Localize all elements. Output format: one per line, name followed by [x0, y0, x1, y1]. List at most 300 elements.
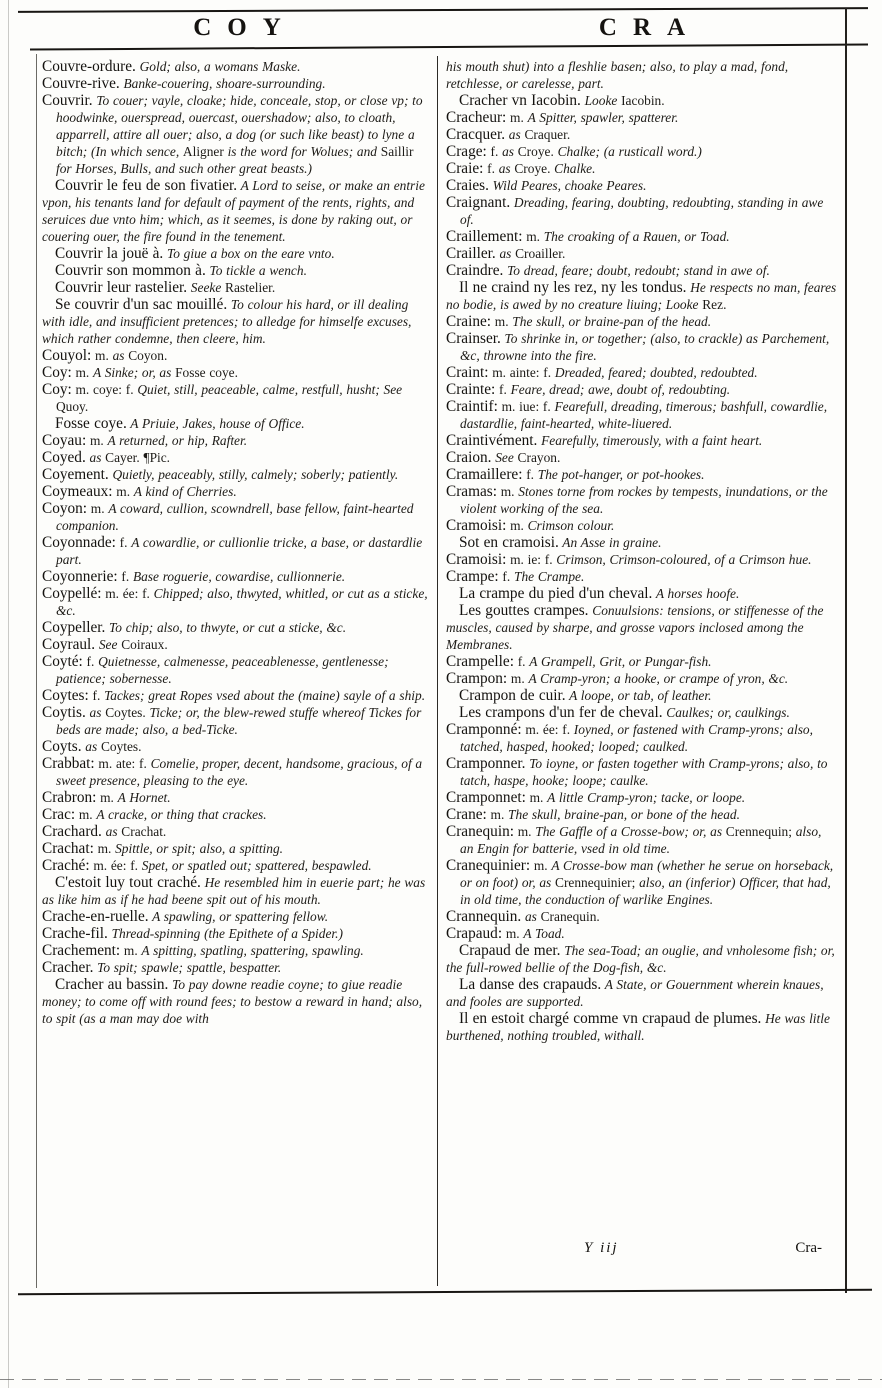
- entry-gloss-text: A State, or Gouernment wherein knaues, and fooles are supported.: [446, 977, 824, 1009]
- dictionary-entry: [446, 976, 838, 1010]
- entry-headword: Crachement:: [42, 942, 121, 959]
- entry-headword: Cramas:: [446, 483, 497, 500]
- entry-headword: Coy:: [42, 381, 72, 398]
- entry-roman-text: f.: [498, 569, 514, 584]
- dictionary-entry: [446, 126, 838, 143]
- entry-headword: Crampon de cuir.: [459, 687, 566, 704]
- entry-roman-text: f.: [522, 467, 538, 482]
- entry-roman-text: m.: [112, 484, 134, 499]
- entry-headword: Coytis.: [42, 704, 86, 721]
- entry-roman-text: Croye.: [517, 144, 554, 159]
- entry-headword: Cracheur:: [446, 109, 507, 126]
- entry-roman-text: m.: [93, 841, 116, 856]
- entry-gloss-text: A Grampell, Grit, or Pungar-fish.: [529, 654, 712, 669]
- dictionary-entry: [42, 687, 430, 704]
- entry-gloss-text: Comelie, proper, decent, handsome, gracious, of a sweet presence, pleasing to the eye.: [56, 756, 423, 788]
- entry-gloss-text: To dread, feare; doubt, redoubt; stand in awe of.: [503, 263, 770, 278]
- dictionary-entry: [446, 160, 838, 177]
- entry-headword: Crache-fil.: [42, 925, 108, 942]
- entry-roman-text: f.: [495, 382, 511, 397]
- left-frame-rule: [36, 54, 37, 1288]
- entry-headword: Sot en cramoisi.: [459, 534, 559, 551]
- entry-roman-text: m.: [86, 433, 108, 448]
- entry-roman-text: Craquer.: [524, 127, 571, 142]
- dictionary-entry: [42, 908, 430, 925]
- entry-headword: Crage:: [446, 143, 487, 160]
- entry-headword: Crac:: [42, 806, 76, 823]
- entry-headword: Craignant.: [446, 194, 511, 211]
- entry-gloss-text: The skull, braine-pan, or bone of the head.: [508, 807, 740, 822]
- entry-roman-text: Crennequin;: [725, 824, 792, 839]
- dictionary-entry: [446, 313, 838, 330]
- entry-headword: Cramponné:: [446, 721, 522, 738]
- dictionary-entry: [42, 823, 430, 840]
- entry-roman-text: m.: [530, 858, 552, 873]
- entry-gloss-text: A Hornet.: [117, 790, 171, 805]
- entry-gloss-text: as: [101, 824, 122, 839]
- entry-headword: Couvrir leur rastelier.: [55, 279, 188, 296]
- entry-gloss-text: Thread-spinning (the Epithete of a Spider.): [107, 926, 343, 941]
- dictionary-entry: [446, 432, 838, 449]
- entry-roman-text: Rastelier.: [225, 280, 276, 295]
- entry-gloss-text: The pot-hanger, or pot-hookes.: [537, 467, 705, 482]
- dictionary-entry: [446, 925, 838, 942]
- entry-headword: Craie:: [446, 160, 484, 177]
- entry-gloss-text: To couer; vayle, cloake; hide, conceale, stop, or close vp; to hoodwinke, ouerspread, ouercast, ouershadow; also, to cloath, apparrell, attire all ouer; also, a dog (or such like beast) to lyne a bitch; (In which sence,: [56, 93, 423, 159]
- entry-headword: Fosse coye.: [55, 415, 127, 432]
- entry-gloss-text: A Priuie, Jakes, house of Office.: [126, 416, 305, 431]
- dictionary-entry: [42, 942, 430, 959]
- dictionary-entry: [446, 466, 838, 483]
- catchword: Cra-: [795, 1240, 822, 1256]
- dictionary-entry: [42, 738, 430, 755]
- entry-roman-text: m. ie: f.: [506, 552, 557, 567]
- entry-headword: Cracher au bassin.: [55, 976, 169, 993]
- dictionary-entry: [446, 143, 838, 160]
- dictionary-entry: [42, 534, 430, 568]
- dictionary-entry: [42, 75, 430, 92]
- entry-gloss-text: Fearefully, timerously, with a faint heart.: [537, 433, 763, 448]
- entry-roman-text: m.: [491, 314, 513, 329]
- entry-gloss-text: To pay downe readie coyne; to giue readie money; to come off with round fees; to bestow a reward in hand; also, to spit (as a man may doe with: [42, 977, 423, 1026]
- entry-roman-text: Fosse coye.: [171, 365, 238, 380]
- entry-gloss-text: Crimson, Crimson-coloured, of a Crimson hue.: [556, 552, 812, 567]
- dictionary-entry: [446, 330, 838, 364]
- dictionary-entry: [42, 347, 430, 364]
- entry-roman-text: m. ainte: f.: [488, 365, 555, 380]
- dictionary-entry: [446, 670, 838, 687]
- entry-headword: Les gouttes crampes.: [459, 602, 589, 619]
- entry-headword: C'estoit luy tout craché.: [55, 874, 201, 891]
- entry-roman-text: f.: [486, 144, 503, 159]
- entry-headword: Cracher vn Iacobin.: [459, 92, 581, 109]
- entry-headword: Cranequin:: [446, 823, 514, 840]
- dictionary-entry: [446, 789, 838, 806]
- entry-headword: Couvre-rive.: [42, 75, 120, 92]
- entry-headword: Il en estoit chargé comme vn crapaud de plumes.: [459, 1010, 762, 1027]
- entry-gloss-text: A loope, or tab, of leather.: [565, 688, 712, 703]
- entry-headword: Cranequinier:: [446, 857, 531, 874]
- entry-headword: Coyonnade:: [42, 534, 116, 551]
- dictionary-entry: [446, 279, 838, 313]
- entry-headword: Crannequin.: [446, 908, 522, 925]
- running-head-right: CRA: [598, 14, 702, 41]
- entry-headword: Cramponnet:: [446, 789, 526, 806]
- page-foot: [446, 1240, 838, 1260]
- entry-gloss-text: Spet, or spatled out; spattered, bespawled.: [141, 858, 372, 873]
- entry-gloss-text: Dreaded, feared; doubted, redoubted.: [554, 365, 758, 380]
- entry-gloss-text: See: [491, 450, 518, 465]
- entry-headword: Couvrir le feu de son fivatier.: [55, 177, 238, 194]
- entry-roman-text: f.: [115, 535, 132, 550]
- entry-gloss-text: Chalke.: [550, 161, 596, 176]
- entry-roman-text: f.: [513, 654, 530, 669]
- entry-headword: Coyau:: [42, 432, 87, 449]
- entry-headword: Cramoisi:: [446, 551, 507, 568]
- entry-headword: Cracher.: [42, 959, 94, 976]
- entry-gloss-text: also, an Engin for batterie, vsed in old time.: [460, 824, 822, 856]
- bottom-border-rule: [18, 1289, 872, 1295]
- entry-gloss-text: Gold; also, a womans Maske.: [135, 59, 301, 74]
- dictionary-entry: [446, 109, 838, 126]
- running-head-left: COY: [193, 14, 297, 41]
- entry-gloss-text: A Sinke; or, as: [93, 365, 172, 380]
- entry-gloss-text: for Horses, Bulls, and such other great beasts.): [56, 161, 312, 176]
- dictionary-entry: [446, 806, 838, 823]
- entry-continuation: [446, 58, 838, 92]
- dictionary-entry: [446, 534, 838, 551]
- entry-gloss-text: To tickle a wench.: [205, 263, 307, 278]
- entry-gloss-text: He respects no man, feares no bodie, is awed by no creature liuing; Looke: [446, 280, 837, 312]
- entry-headword: Crache-en-ruelle.: [42, 908, 149, 925]
- dictionary-entry: [446, 687, 838, 704]
- entry-roman-text: m.: [486, 807, 509, 822]
- entry-roman-text: Croailler.: [515, 246, 566, 261]
- entry-roman-text: f.: [483, 161, 499, 176]
- entry-gloss-text: To colour his hard, or ill dealing with idle, and insufficient pretences; to alledge for himselfe excuses, which rather condemne, then cleere, him.: [42, 297, 412, 346]
- dictionary-entry: [42, 619, 430, 636]
- entry-gloss-text: Caulkes; or, caulkings.: [662, 705, 790, 720]
- dictionary-entry: [42, 976, 430, 1027]
- entry-roman-text: Crennequinier;: [555, 875, 636, 890]
- entry-headword: Craché:: [42, 857, 90, 874]
- entry-gloss-text: To shrinke in, or together; (also, to crackle) as Parchement, &c, throwne into the fire.: [460, 331, 830, 363]
- entry-roman-text: m. coye: f.: [71, 382, 138, 397]
- entry-headword: Coyonnerie:: [42, 568, 118, 585]
- entry-roman-text: m.: [96, 790, 118, 805]
- entry-roman-text: Rez.: [702, 297, 727, 312]
- entry-headword: Couvrir.: [42, 92, 93, 109]
- entry-headword: Crabron:: [42, 789, 97, 806]
- dictionary-entry: [42, 245, 430, 262]
- entry-roman-text: f.: [82, 654, 99, 669]
- entry-headword: Crampelle:: [446, 653, 514, 670]
- entry-gloss-text: as: [85, 450, 106, 465]
- entry-headword: Crainser.: [446, 330, 501, 347]
- dictionary-entry: [446, 92, 838, 109]
- entry-gloss-text: Ticke; or, the blew-rewed stuffe whereof Tickes for beds are made; also, a bed-Ticke.: [56, 705, 422, 737]
- entry-headword: Craine:: [446, 313, 492, 330]
- entry-gloss-text: as: [85, 705, 106, 720]
- header-rule: [30, 43, 868, 50]
- entry-gloss-text: as: [112, 348, 125, 363]
- dictionary-entry: [42, 177, 430, 245]
- right-text-column: [446, 58, 838, 1243]
- dictionary-entry: [446, 245, 838, 262]
- entry-roman-text: m.: [87, 501, 109, 516]
- entry-gloss-text: The sea-Toad; an ouglie, and vnholesome fish; or, the full-rowed bellie of the Dog-fish, &c.: [446, 943, 835, 975]
- entry-headword: Coypellé:: [42, 585, 102, 602]
- entry-gloss-text: Dreading, fearing, doubting, redoubting, standing in awe of.: [460, 195, 824, 227]
- dictionary-entry: [42, 636, 430, 653]
- entry-gloss-text: A cowardlie, or cullionlie tricke, a base, or dastardlie part.: [56, 535, 423, 567]
- entry-gloss-text: Feare, dread; awe, doubt of, redoubting.: [510, 382, 731, 397]
- entry-gloss-text: as: [505, 127, 525, 142]
- entry-headword: Coypeller.: [42, 619, 106, 636]
- entry-roman-text: Cranequin.: [540, 909, 600, 924]
- dictionary-entry: [42, 449, 430, 466]
- entry-gloss-text: A little Cramp-yron; tacke, or loope.: [547, 790, 746, 805]
- entry-roman-text: m.: [502, 926, 524, 941]
- entry-headword: Il ne craind ny les rez, ny les tondus.: [459, 279, 687, 296]
- entry-roman-text: m. ate: f.: [94, 756, 151, 771]
- dictionary-entry: [42, 296, 430, 347]
- entry-roman-text: Cayer. ¶Pic.: [105, 450, 171, 465]
- entry-gloss-text: Conuulsions: tensions, or stiffenesse of the muscles, caused by sharpe, and grosse vapors inclosed among the Membranes.: [446, 603, 824, 652]
- entry-roman-text: m.: [75, 807, 97, 822]
- dictionary-entry: [446, 755, 838, 789]
- entry-headword: Coyed.: [42, 449, 86, 466]
- entry-gloss-text: A spitting, spatling, spattering, spawling.: [141, 943, 364, 958]
- entry-headword: Coyon:: [42, 500, 88, 517]
- dictionary-entry: [42, 959, 430, 976]
- entry-headword: Crainte:: [446, 381, 496, 398]
- entry-headword: Coymeaux:: [42, 483, 113, 500]
- entry-gloss-text: A cracke, or thing that crackes.: [96, 807, 267, 822]
- entry-headword: Craintivément.: [446, 432, 538, 449]
- entry-gloss-text: Chipped; also, thwyted, whitled, or cut as a sticke, &c.: [56, 586, 428, 618]
- entry-gloss-text: He resembled him in euerie part; he was as like him as if he had beene spit out of his mouth.: [42, 875, 426, 907]
- entry-gloss-text: To chip; also, to thwyte, or cut a sticke, &c.: [105, 620, 347, 635]
- entry-headword: La crampe du pied d'un cheval.: [459, 585, 653, 602]
- entry-gloss-text: Crimson colour.: [527, 518, 615, 533]
- entry-headword: Crachard.: [42, 823, 102, 840]
- dictionary-entry: [446, 585, 838, 602]
- entry-headword: Craillement:: [446, 228, 523, 245]
- entry-gloss-text: To giue a box on the eare vnto.: [163, 246, 335, 261]
- dictionary-entry: [446, 228, 838, 245]
- entry-roman-text: Aligner: [182, 144, 224, 159]
- entry-headword: Crampe:: [446, 568, 499, 585]
- dictionary-entry: [42, 415, 430, 432]
- dictionary-entry: [446, 364, 838, 381]
- entry-headword: Couvrir son mommon à.: [55, 262, 206, 279]
- entry-gloss-text: also, an (inferior) Officer, that had, in old time, the conduction of warlike Engines.: [460, 875, 831, 907]
- entry-roman-text: Iacobin.: [621, 93, 665, 108]
- scan-edge-left: [8, 0, 9, 1388]
- right-frame-rule: [845, 8, 847, 1293]
- dictionary-entry: [446, 262, 838, 279]
- scan-edge-bottom: [0, 1379, 882, 1380]
- entry-gloss-text: as: [495, 246, 516, 261]
- dictionary-entry: [446, 568, 838, 585]
- entry-roman-text: m.: [525, 790, 548, 805]
- entry-gloss-text: Seeke: [187, 280, 226, 295]
- column-divider-rule: [437, 56, 438, 1286]
- entry-roman-text: Crachat.: [121, 824, 167, 839]
- entry-roman-text: m.: [522, 229, 544, 244]
- dictionary-entry: [42, 483, 430, 500]
- entry-roman-text: Saillir: [380, 144, 414, 159]
- entry-gloss-text: is the word for Wolues; and: [223, 144, 381, 159]
- entry-gloss-text: Fearefull, dreading, timerous; bashfull, cowardlie, dastardlie, faint-hearted, white-liuered.: [460, 399, 828, 431]
- entry-gloss-text: The croaking of a Rauen, or Toad.: [543, 229, 730, 244]
- entry-headword: Couyol:: [42, 347, 92, 364]
- dictionary-entry: [446, 908, 838, 925]
- entry-gloss-text: He was litle burthened, nothing troubled, withall.: [446, 1011, 830, 1043]
- entry-headword: Coyts.: [42, 738, 82, 755]
- entry-gloss-text: as: [502, 144, 518, 159]
- entry-headword: Se couvrir d'un sac mouillé.: [55, 296, 228, 313]
- entry-headword: Crailler.: [446, 245, 496, 262]
- entry-roman-text: f.: [88, 688, 105, 703]
- entry-headword: Crampon:: [446, 670, 508, 687]
- dictionary-entry: [446, 449, 838, 466]
- dictionary-entry: [42, 874, 430, 908]
- signature-mark: Y iij: [584, 1240, 619, 1256]
- entry-gloss-text: as: [81, 739, 101, 754]
- entry-headword: Craion.: [446, 449, 492, 466]
- entry-roman-text: m.: [506, 110, 528, 125]
- entry-gloss-text: A Crosse-bow man (whether he serue on horseback, or on foot) or, as: [460, 858, 834, 890]
- entry-headword: Cramponner.: [446, 755, 526, 772]
- entry-gloss-text: Looke: [580, 93, 622, 108]
- entry-gloss-text: Stones torne from rockes by tempests, inundations, or the violent working of the sea.: [460, 484, 828, 516]
- dictionary-entry: [446, 857, 838, 908]
- entry-gloss-text: Quiet, still, peaceable, calme, restfull, husht; See: [137, 382, 403, 397]
- entry-gloss-text: Banke-couering, shoare-surrounding.: [119, 76, 326, 91]
- dictionary-entry: [446, 194, 838, 228]
- entry-roman-text: m. iue: f.: [497, 399, 555, 414]
- entry-gloss-text: See: [95, 637, 122, 652]
- dictionary-entry: [446, 942, 838, 976]
- entry-gloss-text: A Cramp-yron; a hooke, or crampe of yron, &c.: [528, 671, 789, 686]
- dictionary-entry: [42, 279, 430, 296]
- dictionary-entry: [446, 517, 838, 534]
- dictionary-entry: [42, 789, 430, 806]
- entry-gloss-text: To spit; spawle; spattle, bespatter.: [93, 960, 282, 975]
- entry-roman-text: Coytes.: [105, 705, 146, 720]
- entry-roman-text: Coytes.: [100, 739, 142, 754]
- entry-gloss-text: A coward, cullion, scowndrell, base fellow, faint-hearted companion.: [56, 501, 414, 533]
- entry-headword: Craies.: [446, 177, 489, 194]
- entry-headword: Coy:: [42, 364, 72, 381]
- entry-headword: Coytes:: [42, 687, 89, 704]
- entry-gloss-text: Chalke; (a rusticall word.): [553, 144, 702, 159]
- dictionary-entry: [42, 704, 430, 738]
- entry-gloss-text: A Lord to seise, or make an entrie vpon, his tenants land for default of payment of the rents, rights, and seruices due vnto him; which, as it seemes, is done by raking out, or couering ouer, the fire found in the tenement.: [42, 178, 425, 244]
- dictionary-entry: [446, 653, 838, 670]
- entry-headword: La danse des crapauds.: [459, 976, 602, 993]
- dictionary-entry: [446, 398, 838, 432]
- entry-gloss-text: A returned, or hip, Rafter.: [107, 433, 248, 448]
- entry-gloss-text: A horses hoofe.: [652, 586, 740, 601]
- entry-roman-text: Coiraux.: [121, 637, 168, 652]
- entry-roman-text: Crayon.: [517, 450, 561, 465]
- entry-headword: Crabbat:: [42, 755, 95, 772]
- entry-roman-text: m. ée: f.: [89, 858, 142, 873]
- entry-headword: Couvrir la jouë à.: [55, 245, 164, 262]
- entry-headword: Cracquer.: [446, 126, 506, 143]
- entry-roman-text: m. ée: f.: [521, 722, 574, 737]
- left-text-column: [42, 58, 430, 1243]
- entry-gloss-text: To ioyne, or fasten together with Cramp-yrons; also, to tatch, haspe, hooke; loope; caulke.: [460, 756, 828, 788]
- entry-headword: Crapaud:: [446, 925, 503, 942]
- entry-roman-text: m. ée: f.: [101, 586, 154, 601]
- entry-gloss-text: The skull, or braine-pan of the head.: [512, 314, 712, 329]
- entry-headword: Craintif:: [446, 398, 498, 415]
- entry-gloss-text: The Gaffle of a Crosse-bow; or, as: [535, 824, 726, 839]
- entry-gloss-text: A Spitter, spawler, spatterer.: [527, 110, 679, 125]
- entry-headword: Crachat:: [42, 840, 94, 857]
- dictionary-entry: [42, 857, 430, 874]
- entry-roman-text: Croye.: [514, 161, 551, 176]
- dictionary-entry: [42, 840, 430, 857]
- entry-gloss-text: A kind of Cherries.: [133, 484, 237, 499]
- dictionary-entry: [42, 381, 430, 415]
- dictionary-entry: [446, 721, 838, 755]
- dictionary-entry: [446, 177, 838, 194]
- entry-roman-text: m.: [91, 348, 113, 363]
- dictionary-entry: [446, 483, 838, 517]
- dictionary-entry: [42, 262, 430, 279]
- entry-gloss-text: his mouth shut) into a fleshlie basen; also, to play a mad, fond, retchlesse, or carelesse, part.: [446, 59, 789, 91]
- entry-gloss-text: Ioyned, or fastened with Cramp-yrons; also, tatched, hasped, hooked; looped; caulked.: [460, 722, 813, 754]
- dictionary-entry: [42, 58, 430, 75]
- entry-headword: Coyté:: [42, 653, 83, 670]
- dictionary-entry: [42, 568, 430, 585]
- dictionary-entry: [42, 755, 430, 789]
- entry-gloss-text: Spittle, or spit; also, a spitting.: [115, 841, 283, 856]
- dictionary-entry: [446, 1010, 838, 1044]
- entry-headword: Craint:: [446, 364, 489, 381]
- entry-roman-text: m.: [507, 671, 529, 686]
- dictionary-entry: [446, 704, 838, 721]
- entry-headword: Cramoisi:: [446, 517, 507, 534]
- entry-headword: Les crampons d'un fer de cheval.: [459, 704, 663, 721]
- entry-headword: Crane:: [446, 806, 487, 823]
- entry-roman-text: m.: [513, 824, 536, 839]
- entry-headword: Cramaillere:: [446, 466, 523, 483]
- entry-gloss-text: A spawling, or spattering fellow.: [148, 909, 329, 924]
- dictionary-entry: [42, 466, 430, 483]
- entry-roman-text: m.: [71, 365, 94, 380]
- dictionary-entry: [42, 432, 430, 449]
- dictionary-entry: [446, 602, 838, 653]
- entry-headword: Couvre-ordure.: [42, 58, 136, 75]
- entry-gloss-text: Tackes; great Ropes vsed about the (maine) sayle of a ship.: [104, 688, 426, 703]
- entry-headword: Coyement.: [42, 466, 109, 483]
- dictionary-entry: [42, 806, 430, 823]
- entry-roman-text: m.: [506, 518, 528, 533]
- entry-headword: Craindre.: [446, 262, 504, 279]
- entry-roman-text: Coyon.: [124, 348, 168, 363]
- entry-headword: Coyraul.: [42, 636, 96, 653]
- entry-gloss-text: as: [498, 161, 515, 176]
- entry-roman-text: m.: [496, 484, 519, 499]
- dictionary-entry: [42, 92, 430, 177]
- entry-roman-text: m.: [120, 943, 142, 958]
